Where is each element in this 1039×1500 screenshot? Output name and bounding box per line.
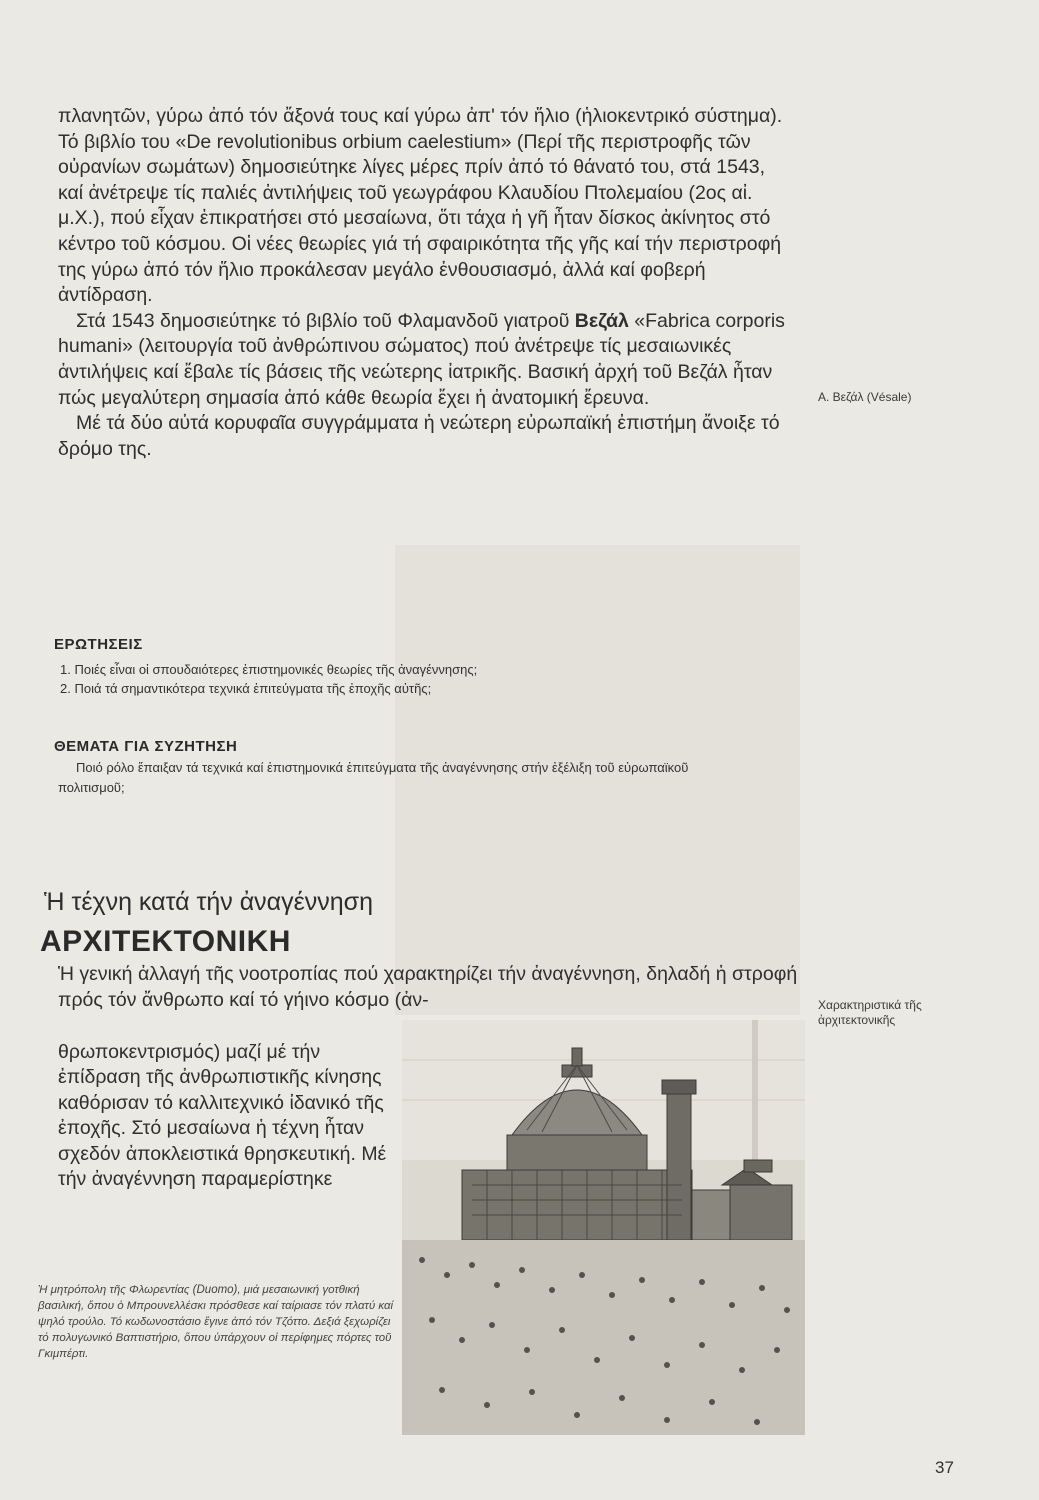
margin-note-vesale: Α. Βεζάλ (Vésale) xyxy=(818,390,912,404)
art-section-title: Ἡ τέχνη κατά τήν ἀναγέννηση xyxy=(44,888,374,916)
architecture-text-intro: Ἡ γενική ἀλλαγή τῆς νοοτροπίας πού χαρακτηρίζει τήν ἀναγέννηση, δηλαδή ἡ στροφή πρός τόν ἄνθρωπο καί τό γήινο κόσμο (ἀν- xyxy=(58,963,798,1011)
paragraph-vesalius xyxy=(58,309,793,411)
vesalius-text-start: Στά 1543 δημοσιεύτηκε τό βιβλίο τοῦ Φλαμανδοῦ γιατροῦ xyxy=(76,309,575,332)
duomo-caption: Ἡ μητρόπολη τῆς Φλωρεντίας (Duomo), μιά μεσαιωνική γοτθική βασιλική, ὅπου ὁ Μπρουνελλέσκι πρόσθεσε καί ταίριασε τόν πλατύ καί ψηλό τρούλο. Τό κωδωνοστάσιο ἔγινε ἀπό τόν Τζόττο. Δεξιά ξεχωρίζει τό πολυγωνικό Βαπτιστήριο, ὅπου ὑπάρχουν οἱ περίφημες πόρτες τοῦ Γκιμπέρτι. xyxy=(38,1284,394,1360)
paragraph-copernicus: πλανητῶν, γύρω ἀπό τόν ἄξονά τους καί γύρω ἀπ' τόν ἥλιο (ἡλιοκεντρικό σύστημα). Τό βιβλίο του «De revolutionibus orbium caelestium» (Περί τῆς περιστροφῆς τῶν οὐρανίων σωμάτων) δημοσιεύτηκε λίγες μέρες πρίν ἀπό τό θάνατό του, στά 1543, καί ἀνέτρεψε τίς παλιές ἀντιλήψεις τοῦ γεωγράφου Κλαυδίου Πτολεμαίου (2ος αἰ. μ.Χ.), πού εἶχαν ἐπικρατήσει στό μεσαίωνα, ὅτι τάχα ἡ γῆ ἦταν δίσκος ἀκίνητος στό κέντρο τοῦ κόσμου. Οἱ νέες θεωρίες γιά τή σφαιρικότητα τῆς γῆς καί τήν περιστροφή της γύρω ἀπό τόν ἥλιο προκάλεσαν μεγάλο ἐνθουσιασμό, ἀλλά καί φοβερή ἀντίδραση. xyxy=(58,105,783,307)
discussion-heading: ΘΕΜΑΤΑ ΓΙΑ ΣΥΖΗΤΗΣΗ xyxy=(54,738,238,755)
architecture-text-continued: θρωποκεντρισμός) μαζί μέ τήν ἐπίδραση τῆς ἀνθρωπιστικῆς κίνησης καθόρισαν τό καλλιτεχνικό ἰδανικό τῆς ἐποχῆς. Στό μεσαίωνα ἡ τέχνη ἦταν σχεδόν ἀποκλειστικά θρησκευτική. Μέ τήν ἀναγέννηση παραμερίστηκε xyxy=(58,1041,387,1191)
florence-duomo-engraving xyxy=(402,1020,805,1435)
paragraph-science-conclusion: Μέ τά δύο αὐτά κορυφαῖα συγγράμματα ἡ νεώτερη εὐρωπαϊκή ἐπιστήμη ἄνοιξε τό δρόμο της. xyxy=(58,412,780,460)
questions-list xyxy=(60,660,760,698)
questions-heading: ΕΡΩΤΗΣΕΙΣ xyxy=(54,636,143,653)
vesalius-name: Βεζάλ xyxy=(574,309,629,332)
discussion-text: Ποιό ρόλο ἔπαιξαν τά τεχνικά καί ἐπιστημονικά ἐπιτεύγματα τῆς ἀναγέννησης στήν ἐξέλιξη τοῦ εὐρωπαϊκοῦ πολιτισμοῦ; xyxy=(58,760,689,795)
question-item: 1. Ποιές εἶναι οἱ σπουδαιότερες ἐπιστημονικές θεωρίες τῆς ἀναγέννησης; xyxy=(60,662,478,677)
main-text xyxy=(58,104,793,462)
duomo-engraving-image xyxy=(402,1020,805,1435)
question-item: 2. Ποιά τά σημαντικότερα τεχνικά ἐπιτεύγματα τῆς ἐποχῆς αὐτῆς; xyxy=(60,681,432,696)
margin-note-architecture: Χαρακτηριστικά τῆς ἀρχιτεκτονικῆς xyxy=(818,998,922,1027)
architecture-heading: ΑΡΧΙΤΕΚΤΟΝΙΚΗ xyxy=(40,925,291,958)
page-number: 37 xyxy=(935,1458,954,1477)
vesalius-text-end: «Fabrica corporis humani» (λειτουργία τοῦ ἀνθρώπινου σώματος) πού ἀνέτρεψε τίς μεσαιωνικές ἀντιλήψεις καί ἔβαλε τίς βάσεις τῆς νεώτερης ἰατρικῆς. Βασική ἀρχή τοῦ Βεζάλ ἦταν πώς μεγαλύτερη σημασία ἀπό κάθε θεωρία ἔχει ἡ ἀνατομική ἔρευνα. xyxy=(58,309,785,409)
